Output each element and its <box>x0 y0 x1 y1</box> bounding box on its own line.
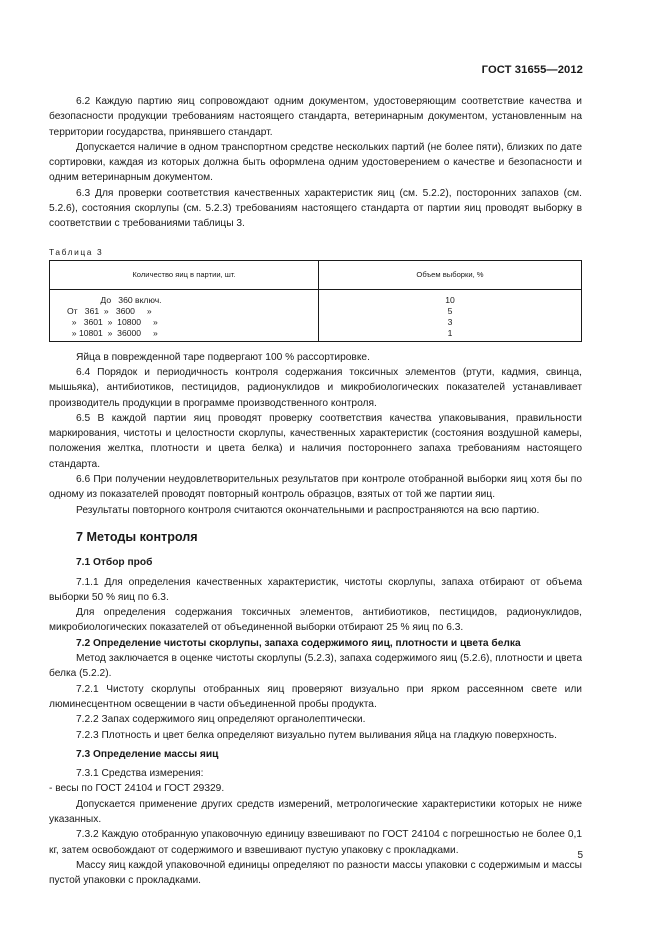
table-3 <box>49 260 582 342</box>
paragraph-7-3-1-note: Допускается применение других средств измерений, метрологические характеристики которых не ниже указанных. <box>49 798 582 825</box>
paragraph-7-2-1: 7.2.1 Чистоту скорлупы отобранных яиц проверяют визуально при ярком рассеянном свете или люминесцентном освещении в части объединенной пробы продукта. <box>49 683 582 710</box>
paragraph-7-2: Метод заключается в оценке чистоты скорлупы (5.2.3), запаха содержимого яиц (5.2.6), плотности и цвета белка (5.2.2). <box>49 653 582 680</box>
paragraph-7-3-1: 7.3.1 Средства измерения: <box>76 768 204 780</box>
paragraph-6-2-note: Допускается наличие в одном транспортном средстве нескольких партий (не более пяти), близких по дате сортировки, каждая из которых должна быть оформлена одним удостоверением о качестве и безопасности и одним ветеринарным документом. <box>49 141 582 184</box>
paragraph-damaged-packaging: Яйца в поврежденной таре подвергают 100 % рассортировке. <box>76 351 370 363</box>
table-cell-value: 5 <box>447 305 453 316</box>
table-cell-range: От 361 » 3600 » <box>67 305 152 316</box>
paragraph-7-1-1: 7.1.1 Для определения качественных характеристик, чистоты скорлупы, запаха отбирают от объема выборки 50 % яиц по 6.3. <box>49 576 582 603</box>
paragraph-7-3-2: 7.3.2 Каждую отобранную упаковочную единицу взвешивают по ГОСТ 24104 с погрешностью не более 0,1 кг, затем освобождают от содержимого и взвешивают пустую упаковку с прокладками. <box>49 829 582 856</box>
page-number: 5 <box>577 850 583 861</box>
paragraph-7-1-1-note: Для определения содержания токсичных элементов, антибиотиков, пестицидов, радионуклидов, микробиологических показателей от объединенной выборки отбирают 25 % яиц по 6.3. <box>49 607 582 634</box>
table-cell-range: До 360 включ. <box>67 294 162 305</box>
subsection-7-3-title: 7.3 Определение массы яиц <box>76 748 219 760</box>
table-header-sample: Объем выборки, % <box>319 260 582 289</box>
paragraph-6-5: 6.5 В каждой партии яиц проводят проверку соответствия качества упаковывания, правильности маркирования, чистоты и целостности скорлупы, качественных характеристик (состояния воздушной камеры, положения желтка, плотности и цвета белка) и наличия постороннего запаха требованиям настоящего стандарта. <box>49 412 582 470</box>
table-cell-range: » 3601 » 10800 » <box>67 316 158 327</box>
paragraph-6-6-note: Результаты повторного контроля считаются окончательными и распространяются на всю партию. <box>76 504 540 516</box>
paragraph-6-2: 6.2 Каждую партию яиц сопровождают одним документом, удостоверяющим соответствие качества и безопасности продукции требованиям настоящего стандарта, ветеринарным документом, установленным на территории государства, принявшего стандарт. <box>49 96 582 138</box>
paragraph-7-3-2-note: Массу яиц каждой упаковочной единицы определяют по разности массы упаковки с содержимым и массы пустой упаковки с прокладками. <box>49 859 582 887</box>
table-cell-range: » 10801 » 36000 » <box>67 327 158 338</box>
document-body <box>49 94 582 888</box>
table-header-quantity: Количество яиц в партии, шт. <box>50 260 319 289</box>
table-col-values <box>319 289 582 341</box>
paragraph-6-3: 6.3 Для проверки соответствия качественных характеристик яиц (см. 5.2.2), посторонних запахов (см. 5.2.6), состояния скорлупы (см. 5.2.3) требованиям настоящего стандарта от партии яиц проводят выборку в соответствии с требованиями таблицы 3. <box>49 187 582 230</box>
table-cell-value: 3 <box>447 316 453 327</box>
paragraph-6-6: 6.6 При получении неудовлетворительных результатов при контроле отобранной выборки яиц хотя бы по одному из показателей проводят повторный контроль образцов, взятых от той же партии яиц. <box>49 474 582 501</box>
paragraph-7-2-2: 7.2.2 Запах содержимого яиц определяют органолептически. <box>76 714 366 726</box>
subsection-7-1-title: 7.1 Отбор проб <box>76 557 153 569</box>
paragraph-7-3-1-item: - весы по ГОСТ 24104 и ГОСТ 29329. <box>49 783 225 795</box>
table-cell-value: 1 <box>447 327 453 338</box>
table-caption: Таблица 3 <box>49 246 104 257</box>
document-header: ГОСТ 31655—2012 <box>481 64 583 76</box>
subsection-7-2-title: 7.2 Определение чистоты скорлупы, запаха содержимого яиц, плотности и цвета белка <box>76 637 521 649</box>
table-col-ranges <box>50 289 319 341</box>
paragraph-7-2-3: 7.2.3 Плотность и цвет белка определяют визуально путем выливания яйца на гладкую поверхность. <box>76 729 557 741</box>
paragraph-6-4: 6.4 Порядок и периодичность контроля содержания токсичных элементов (ртути, кадмия, свинца, мышьяка), антибиотиков, пестицидов, радионуклидов и микробиологических показателей устанавливает производитель продукции в программе производственного контроля. <box>49 366 582 409</box>
section-7-title: 7 Методы контроля <box>76 529 198 544</box>
table-cell-value: 10 <box>445 294 455 305</box>
